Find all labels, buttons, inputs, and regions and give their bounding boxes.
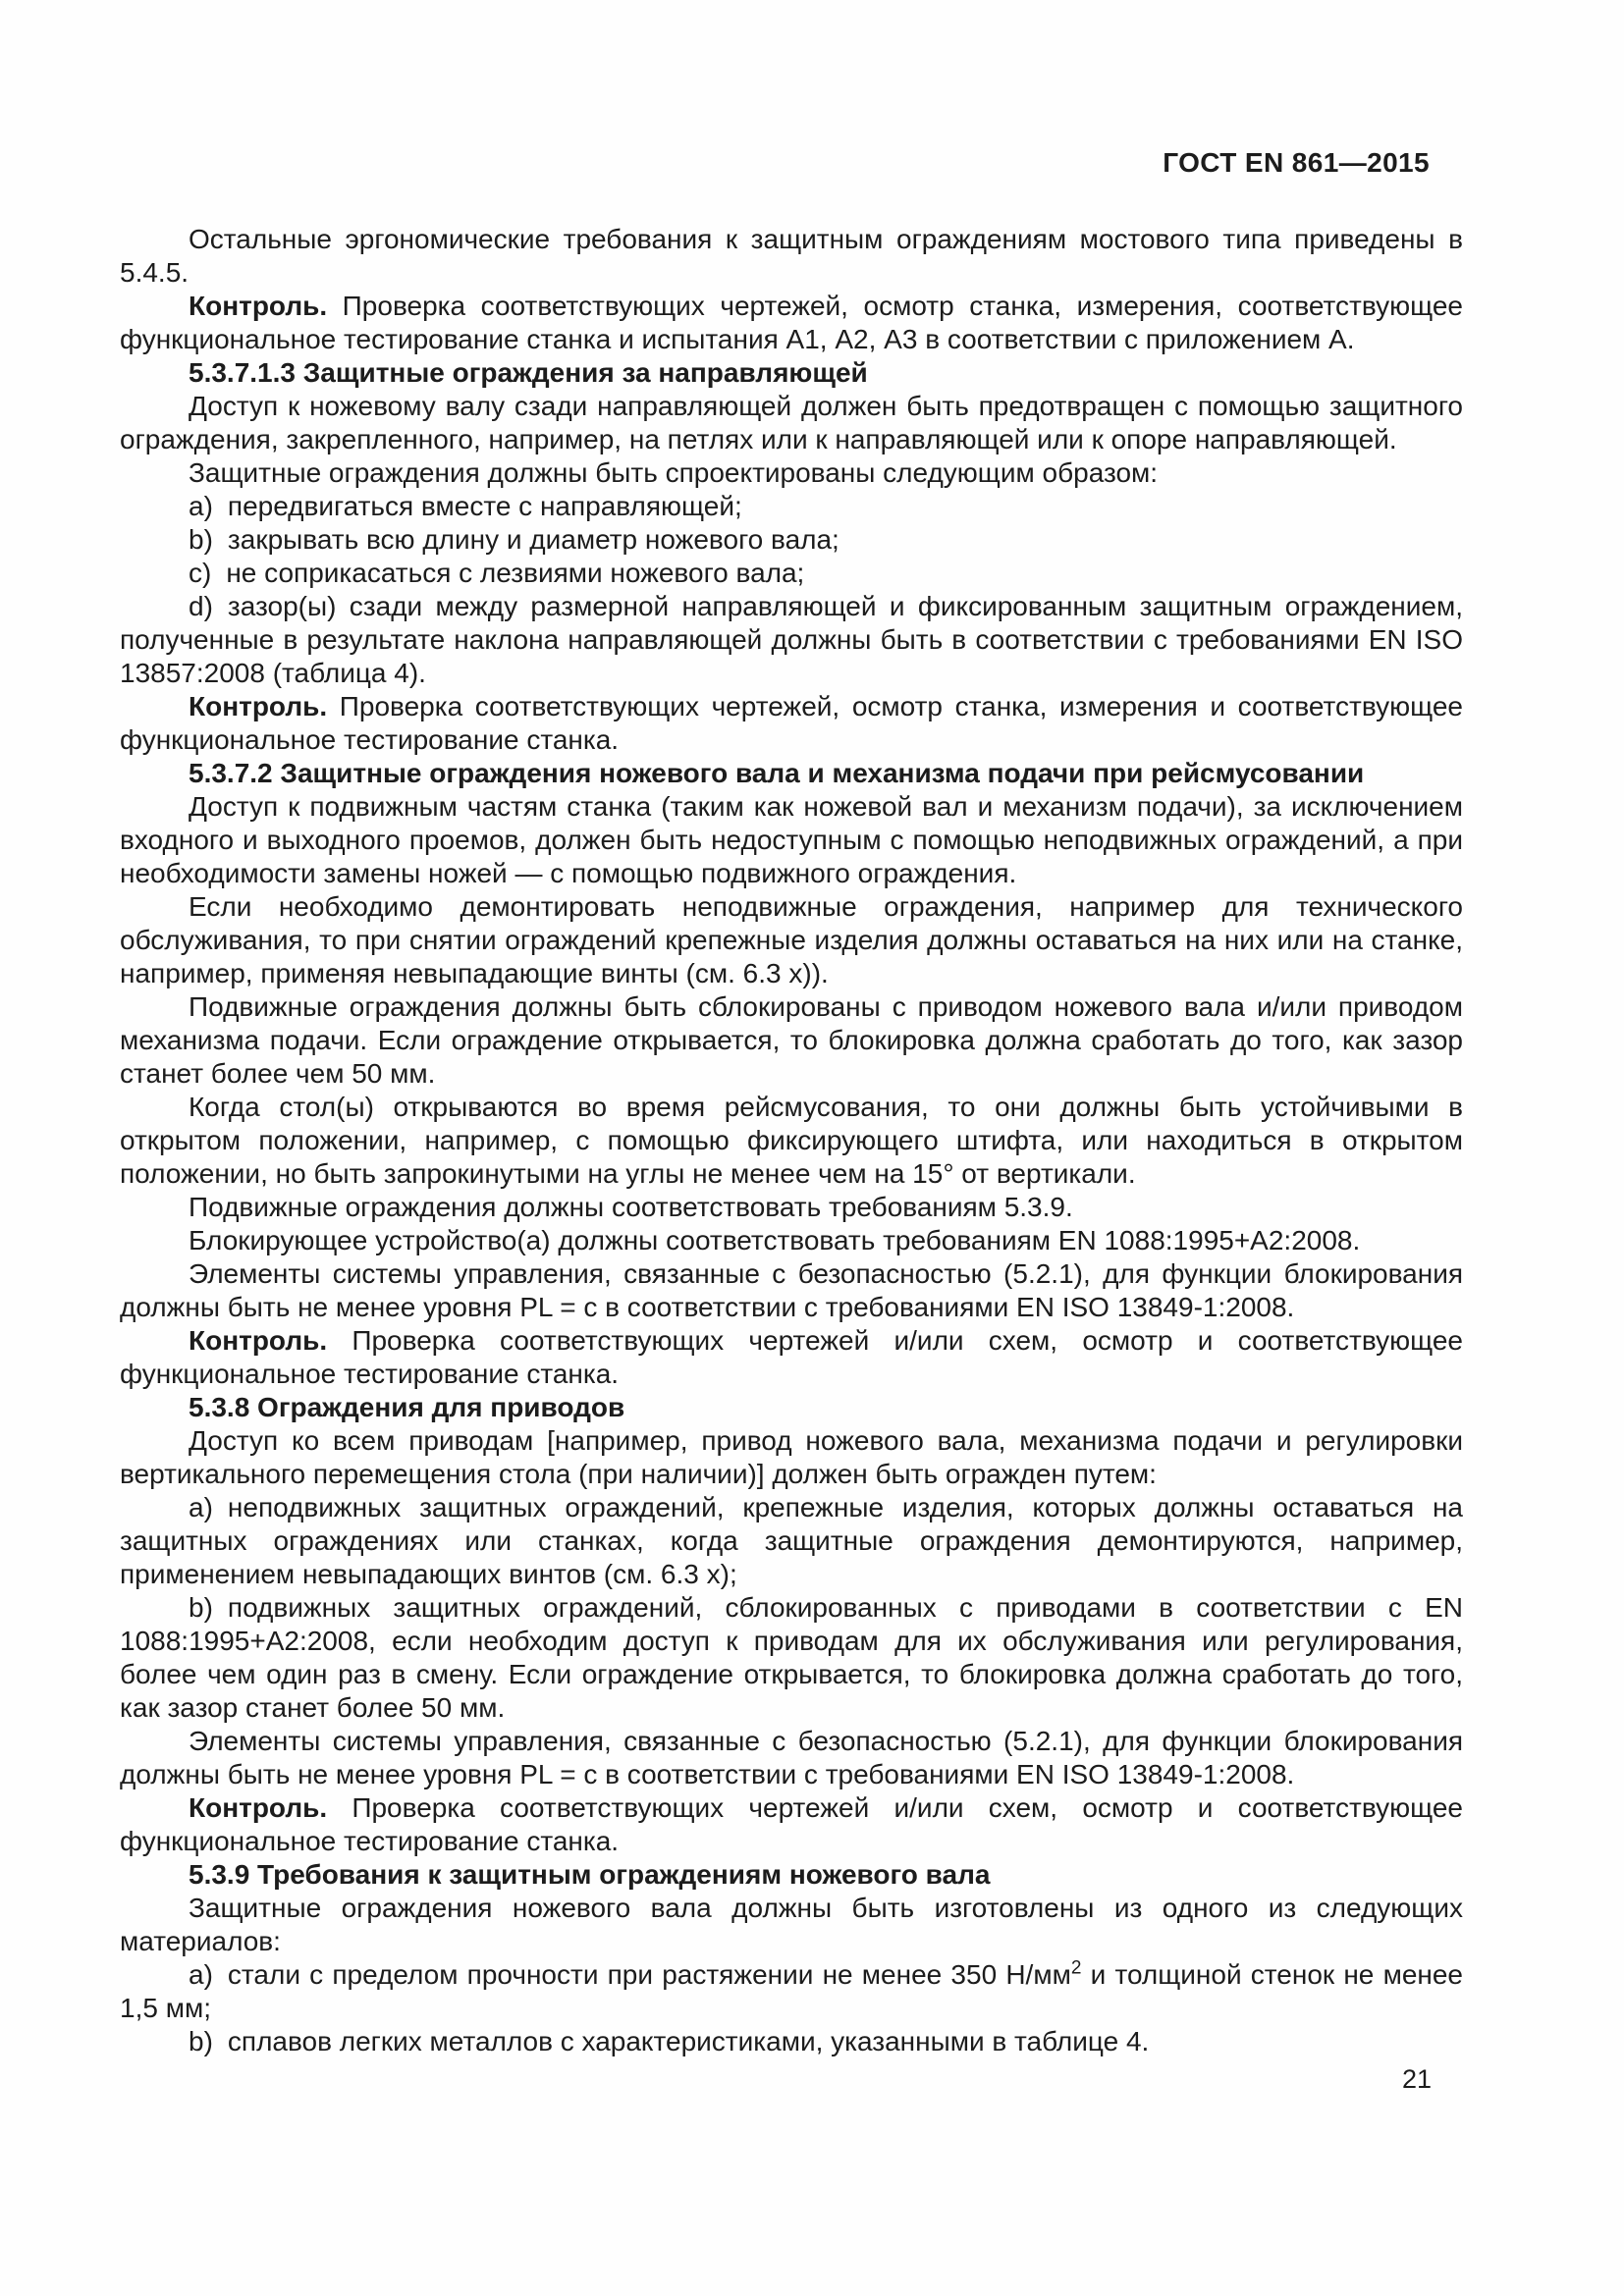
list-marker: b) xyxy=(189,1592,213,1623)
control-lead: Контроль. xyxy=(189,1792,328,1823)
paragraph: Подвижные ограждения должны соответствовать требованиям 5.3.9. xyxy=(189,1192,1073,1222)
list-item-text: зазор(ы) сзади между размерной направляющей и фиксированным защитным ограждением, полученные в результате наклона направляющей должны быть в соответствии с требованиями EN ISO 13857:2008 (таблица 4). xyxy=(120,591,1463,688)
list-item-text: сплавов легких металлов с характеристиками, указанными в таблице 4. xyxy=(227,2026,1150,2056)
list-item-text: закрывать всю длину и диаметр ножевого вала; xyxy=(227,524,839,555)
control-paragraph xyxy=(120,690,1463,757)
paragraph: Доступ к ножевому валу сзади направляющей должен быть предотвращен с помощью защитного ограждения, закрепленного, например, на петлях или к направляющей или к опоре направляющей. xyxy=(120,391,1463,454)
list-item-text: подвижных защитных ограждений, сблокированных с приводами в соответствии с EN 1088:1995+A2:2008, если необходим доступ к приводам для их обслуживания или регулирования, более чем один раз в смену. Если ограждение открывается, то блокировка должна сработать до того, как зазор станет более 50 мм. xyxy=(120,1592,1463,1723)
control-text: Проверка соответствующих чертежей, осмотр станка, измерения и соответствующее функциональное тестирование станка. xyxy=(120,691,1463,755)
paragraph: Доступ ко всем приводам [например, привод ножевого вала, механизма подачи и регулировки вертикального перемещения стола (при наличии)] должен быть огражден путем: xyxy=(120,1425,1463,1489)
control-lead: Контроль. xyxy=(189,291,328,321)
control-paragraph xyxy=(120,1791,1463,1858)
control-paragraph xyxy=(120,1324,1463,1391)
superscript: 2 xyxy=(1070,1957,1082,1979)
paragraph: Блокирующее устройство(а) должны соответствовать требованиям EN 1088:1995+A2:2008. xyxy=(189,1225,1361,1255)
list-item-text: не соприкасаться с лезвиями ножевого вала; xyxy=(226,558,805,588)
paragraph: Остальные эргономические требования к защитным ограждениям мостового типа приведены в 5.4.5. xyxy=(120,224,1463,288)
document-code-header: ГОСТ EN 861—2015 xyxy=(1163,147,1430,178)
control-paragraph xyxy=(120,290,1463,356)
list-marker: c) xyxy=(189,558,212,588)
list-item-b xyxy=(120,2025,1463,2058)
paragraph: Элементы системы управления, связанные с безопасностью (5.2.1), для функции блокирования должны быть не менее уровня PL = c в соответствии с требованиями EN ISO 13849-1:2008. xyxy=(120,1258,1463,1322)
list-marker: a) xyxy=(189,491,213,521)
paragraph: Защитные ограждения должны быть спроектированы следующим образом: xyxy=(189,457,1159,488)
list-item-a xyxy=(120,1958,1463,2025)
control-lead: Контроль. xyxy=(189,1325,328,1356)
section-heading-5-3-7-1-3: 5.3.7.1.3 Защитные ограждения за направляющей xyxy=(189,357,868,388)
section-heading-5-3-9: 5.3.9 Требования к защитным ограждениям ножевого вала xyxy=(189,1859,991,1890)
list-item-text: неподвижных защитных ограждений, крепежные изделия, которых должны оставаться на защитных ограждениях или станках, когда защитные ограждения демонтируются, например, применением невыпадающих винтов (см. 6.3 x); xyxy=(120,1492,1463,1589)
control-text: Проверка соответствующих чертежей, осмотр станка, измерения, соответствующее функциональное тестирование станка и испытания А1, А2, А3 в соответствии с приложением А. xyxy=(120,291,1463,354)
paragraph: Защитные ограждения ножевого вала должны быть изготовлены из одного из следующих материалов: xyxy=(120,1893,1463,1956)
paragraph: Элементы системы управления, связанные с безопасностью (5.2.1), для функции блокирования должны быть не менее уровня PL = c в соответствии с требованиями EN ISO 13849-1:2008. xyxy=(120,1726,1463,1789)
list-item-b xyxy=(120,523,1463,557)
list-item-d xyxy=(120,590,1463,690)
paragraph: Доступ к подвижным частям станка (таким как ножевой вал и механизм подачи), за исключением входного и выходного проемов, должен быть недоступным с помощью неподвижных ограждений, а при необходимости замены ножей — с помощью подвижного ограждения. xyxy=(120,791,1463,888)
document-body xyxy=(120,223,1463,2058)
list-item-text: передвигаться вместе с направляющей; xyxy=(227,491,742,521)
list-item-a xyxy=(120,1491,1463,1591)
paragraph: Подвижные ограждения должны быть сблокированы с приводом ножевого вала и/или приводом механизма подачи. Если ограждение открывается, то блокировка должна сработать до того, как зазор станет более чем 50 мм. xyxy=(120,991,1463,1089)
control-text: Проверка соответствующих чертежей и/или схем, осмотр и соответствующее функциональное тестирование станка. xyxy=(120,1325,1463,1389)
paragraph: Когда стол(ы) открываются во время рейсмусования, то они должны быть устойчивыми в открытом положении, например, с помощью фиксирующего штифта, или находиться в открытом положении, но быть запрокинутыми на углы не менее чем на 15° от вертикали. xyxy=(120,1092,1463,1189)
list-marker: b) xyxy=(189,524,213,555)
list-marker: a) xyxy=(189,1959,213,1990)
list-marker: b) xyxy=(189,2026,213,2056)
list-item-a xyxy=(120,490,1463,523)
section-heading-5-3-7-2: 5.3.7.2 Защитные ограждения ножевого вала и механизма подачи при рейсмусовании xyxy=(189,758,1365,788)
control-text: Проверка соответствующих чертежей и/или схем, осмотр и соответствующее функциональное тестирование станка. xyxy=(120,1792,1463,1856)
control-lead: Контроль. xyxy=(189,691,328,721)
page-number: 21 xyxy=(1402,2064,1433,2094)
list-marker: d) xyxy=(189,591,213,621)
list-item-c xyxy=(120,557,1463,590)
list-marker: a) xyxy=(189,1492,213,1522)
list-item-b xyxy=(120,1591,1463,1725)
list-item-text: и толщиной стенок не менее 1,5 мм; xyxy=(120,1959,1463,2023)
section-heading-5-3-8: 5.3.8 Ограждения для приводов xyxy=(189,1392,625,1422)
list-item-text: стали с пределом прочности при растяжении не менее 350 Н/мм xyxy=(227,1959,1071,1990)
paragraph: Если необходимо демонтировать неподвижные ограждения, например для технического обслуживания, то при снятии ограждений крепежные изделия должны оставаться на них или на станке, например, применяя невыпадающие винты (см. 6.3 x)). xyxy=(120,891,1463,988)
